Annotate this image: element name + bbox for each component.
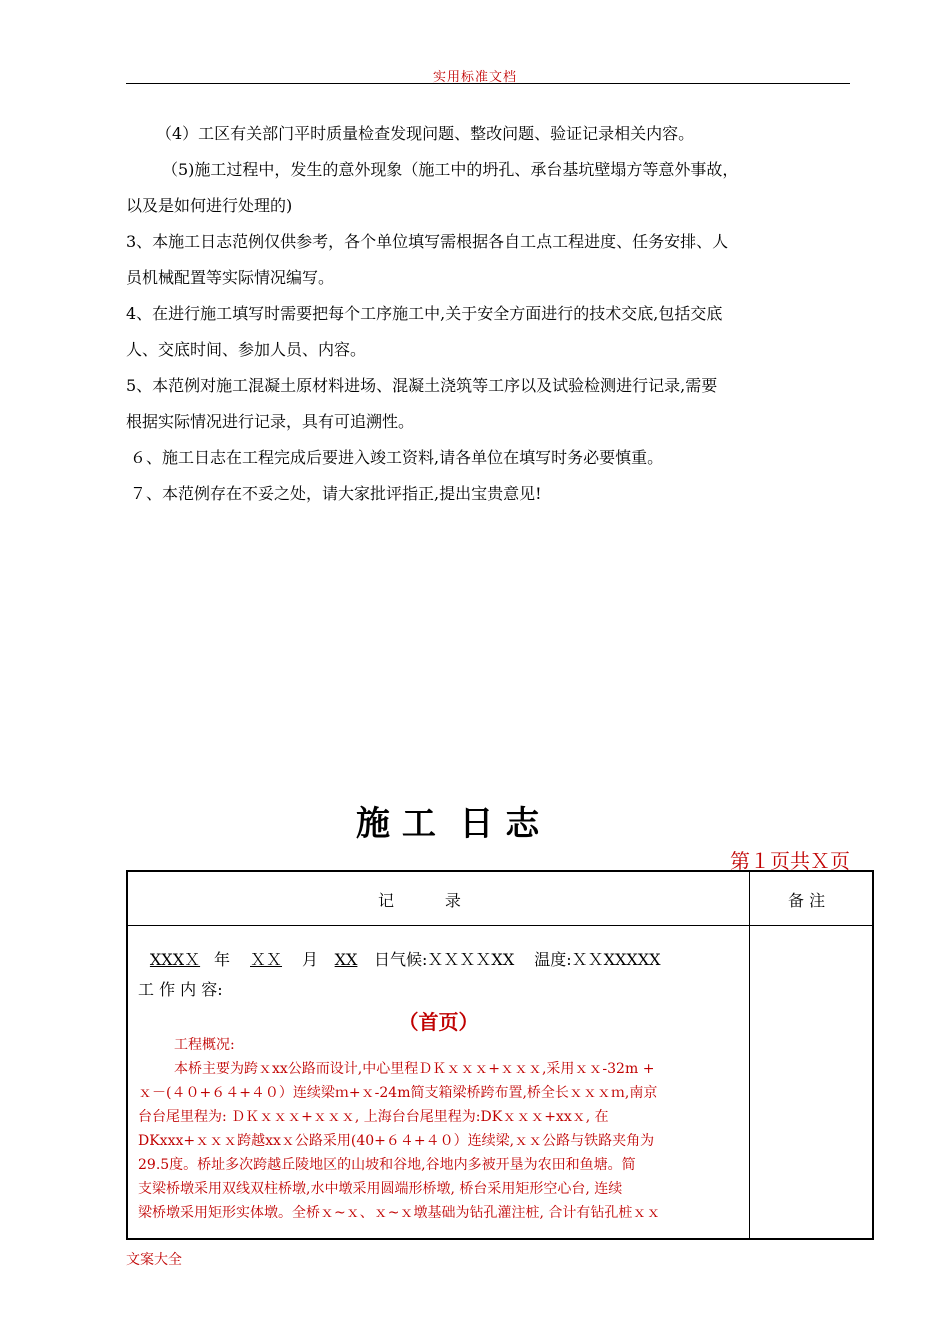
header-rule xyxy=(126,83,850,84)
body-line: 员机械配置等实际情况编写。 xyxy=(126,268,335,287)
overview-line: 梁桥墩采用矩形实体墩。全桥ｘ~ｘ、ｘ~ｘ墩基础为钻孔灌注桩, 合计有钻孔桩ｘｘ xyxy=(138,1205,661,1221)
overview-line: 支梁桥墩采用双线双柱桥墩,水中墩采用圆端形桥墩, 桥台采用矩形空心台, 连续 xyxy=(138,1181,623,1197)
body-line: 3、本施工日志范例仅供参考，各个单位填写需根据各自工点工程进度、任务安排、人 xyxy=(126,232,729,251)
date-month-label: 月 xyxy=(302,950,319,969)
work-content-label: 工 作 内 容: xyxy=(138,980,223,999)
date-year-label: 年 xyxy=(214,950,231,969)
row-divider xyxy=(128,925,872,926)
overview-line: 本桥主要为跨ｘxx公路而设计,中心里程ＤＫｘｘｘ+ｘｘｘ,采用ｘｘ-32m + xyxy=(174,1061,655,1077)
temperature: 温度:ＸＸXXXXX xyxy=(534,950,661,969)
body-line: （4）工区有关部门平时质量检查发现问题、整改问题、验证记录相关内容。 xyxy=(156,124,695,143)
body-line: 5、本范例对施工混凝土原材料进场、混凝土浇筑等工序以及试验检测进行记录,需要 xyxy=(126,376,718,395)
date-month-value: ＸＸ xyxy=(250,950,283,969)
body-line: 以及是如何进行处理的) xyxy=(126,196,293,215)
column-divider xyxy=(749,872,750,1238)
header-title: 实用标准文档 xyxy=(432,70,517,85)
body-line: ６、施工日志在工程完成后要进入竣工资料,请各单位在填写时务必要慎重。 xyxy=(130,448,664,467)
body-line: 根据实际情况进行记录，具有可追溯性。 xyxy=(126,412,415,431)
date-day-value: XX xyxy=(334,950,358,969)
body-line: 4、在进行施工填写时需要把每个工序施工中,关于安全方面进行的技术交底,包括交底 xyxy=(126,304,723,323)
date-day-weather: 日气候:ＸＸＸＸXX xyxy=(374,950,515,969)
date-year-value: XXXＸ xyxy=(149,950,201,969)
page-count: 第１页共Ｘ页 xyxy=(730,849,850,873)
log-table xyxy=(126,870,874,1240)
first-page-label: （首页） xyxy=(398,1010,479,1034)
overview-line: 台台尾里程为: ＤＫｘｘｘ+ｘｘｘ, 上海台台尾里程为:DKｘｘｘ+xxｘ, 在 xyxy=(138,1109,609,1125)
body-line: （5)施工过程中，发生的意外现象（施工中的坍孔、承台基坑壁塌方等意外事故， xyxy=(162,160,739,179)
overview-line: 29.5度。桥址多次跨越丘陵地区的山坡和谷地,谷地内多被开垦为农田和鱼塘。简 xyxy=(138,1157,636,1173)
date-line xyxy=(136,947,661,970)
header-remark: 备 注 xyxy=(788,891,826,910)
overview-line: ｘ－(４０+６４+４０）连续梁ｍ+ｘ-24m简支箱梁桥跨布置,桥全长ｘｘｘｍ,南京 xyxy=(138,1085,658,1101)
log-title: 施 工 日 志 xyxy=(356,804,540,844)
overview-label: 工程概况: xyxy=(174,1037,235,1053)
overview-line: DKxxx+ｘｘｘ跨越xxｘ公路采用(40+６４+４０）连续梁,ｘｘ公路与铁路夹角为 xyxy=(138,1133,655,1149)
body-line: ７、本范例存在不妥之处，请大家批评指正,提出宝贵意见! xyxy=(130,484,542,503)
header-record: 记 录 xyxy=(378,891,461,910)
body-line: 人、交底时间、参加人员、内容。 xyxy=(126,340,367,359)
footer-text: 文案大全 xyxy=(126,1252,182,1268)
